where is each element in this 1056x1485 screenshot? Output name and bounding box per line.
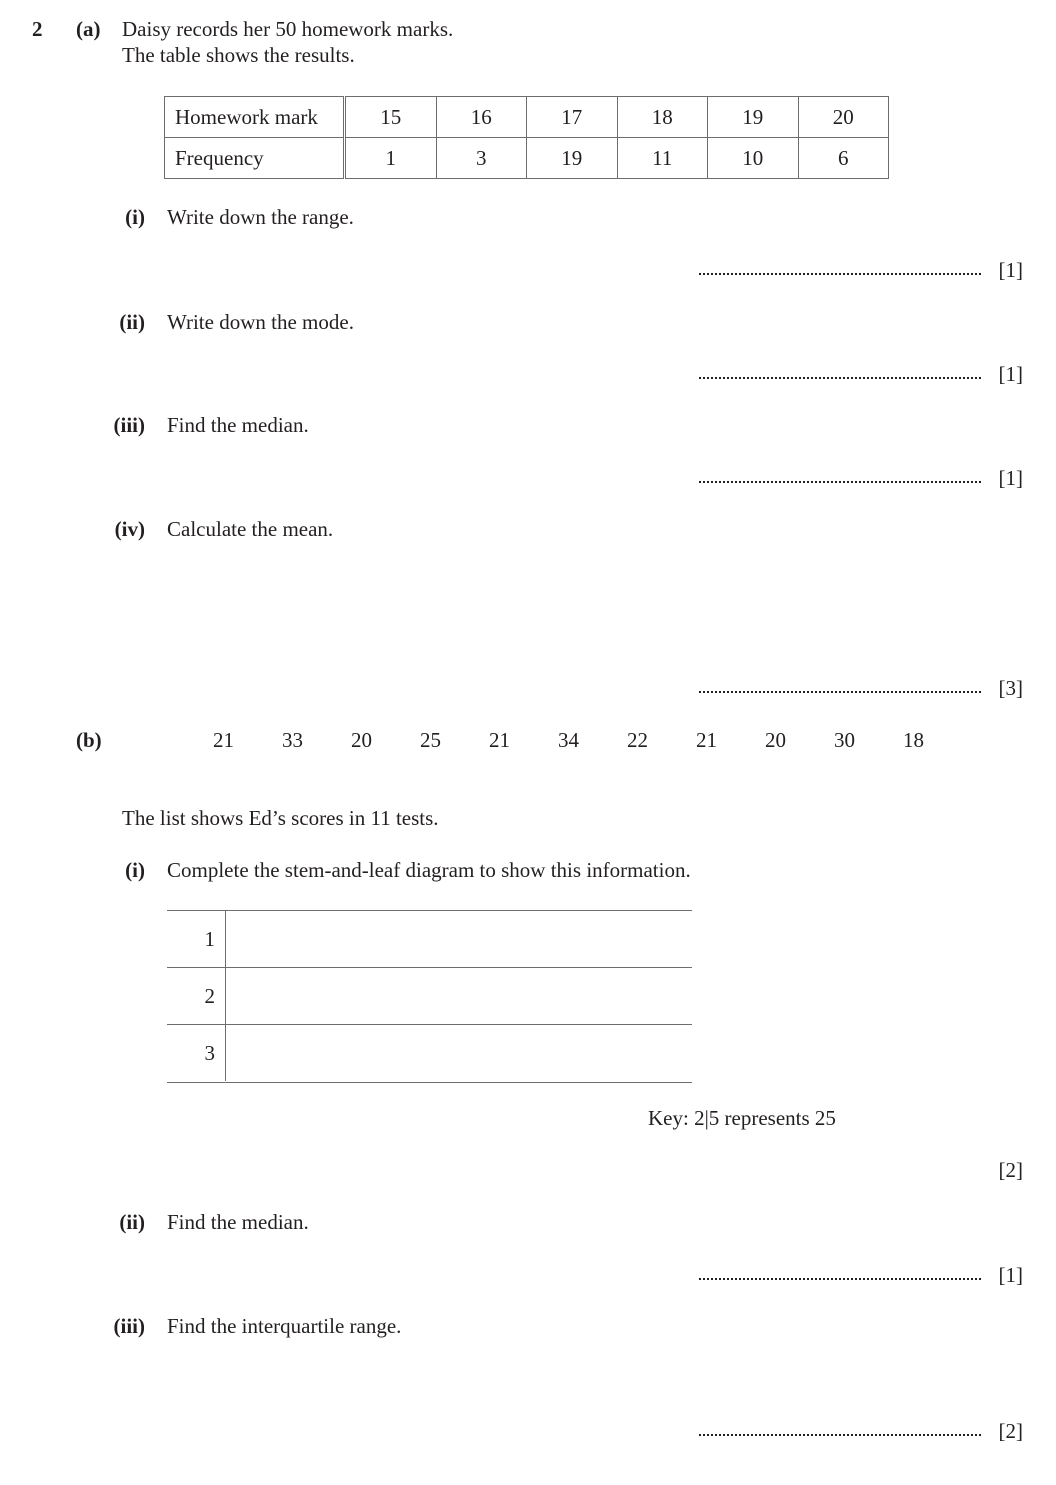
score-value: 21	[696, 728, 717, 752]
table-cell-frequency: 1	[345, 138, 437, 179]
part-a-label: (a)	[76, 17, 101, 41]
score-value: 20	[765, 728, 786, 752]
part-a-iv-marks: [3]	[998, 676, 1023, 700]
score-value: 21	[489, 728, 510, 752]
score-value: 21	[213, 728, 234, 752]
part-a-intro-line1: Daisy records her 50 homework marks.	[122, 17, 454, 41]
stem-leaf-key: Key: 2|5 represents 25	[648, 1106, 836, 1130]
part-a-intro-line2: The table shows the results.	[122, 43, 355, 67]
table-cell-mark: 15	[345, 97, 437, 138]
part-a-i-text: Write down the range.	[167, 205, 354, 229]
part-a-iii-label: (iii)	[113, 413, 145, 437]
part-b-i-label: (i)	[125, 858, 145, 882]
frequency-table	[164, 96, 889, 179]
table-row-frequency	[165, 138, 889, 179]
stem-divider	[225, 910, 226, 1081]
score-value: 25	[420, 728, 441, 752]
part-b-iii-label: (iii)	[113, 1314, 145, 1338]
stem-row	[167, 910, 692, 968]
answer-line-b-iii[interactable]	[699, 1434, 981, 1436]
answer-line-a-ii[interactable]	[699, 377, 981, 379]
score-value: 18	[903, 728, 924, 752]
part-b-i-marks: [2]	[998, 1158, 1023, 1182]
leaf-answer-area[interactable]	[226, 968, 692, 1024]
question-number: 2	[32, 17, 43, 41]
answer-line-b-ii[interactable]	[699, 1278, 981, 1280]
table-cell-mark: 18	[617, 97, 708, 138]
answer-line-a-iv[interactable]	[699, 691, 981, 693]
part-a-iii-marks: [1]	[998, 466, 1023, 490]
part-a-iii-text: Find the median.	[167, 413, 309, 437]
table-header-homework-mark: Homework mark	[165, 97, 345, 138]
table-cell-mark: 20	[798, 97, 889, 138]
part-a-i-label: (i)	[125, 205, 145, 229]
part-b-label: (b)	[76, 728, 102, 752]
part-b-ii-label: (ii)	[119, 1210, 145, 1234]
stem-value: 1	[204, 927, 215, 951]
part-b-i-text: Complete the stem-and-leaf diagram to show this information.	[167, 858, 691, 882]
table-cell-mark: 16	[436, 97, 527, 138]
score-value: 33	[282, 728, 303, 752]
part-a-ii-marks: [1]	[998, 362, 1023, 386]
part-a-i-marks: [1]	[998, 258, 1023, 282]
table-cell-frequency: 11	[617, 138, 708, 179]
part-a-iv-label: (iv)	[114, 517, 145, 541]
leaf-answer-area[interactable]	[226, 911, 692, 967]
stem-value: 3	[204, 1041, 215, 1065]
stem-row	[167, 967, 692, 1025]
answer-line-a-i[interactable]	[699, 273, 981, 275]
table-cell-mark: 17	[527, 97, 618, 138]
table-cell-frequency: 10	[708, 138, 799, 179]
part-b-intro: The list shows Ed’s scores in 11 tests.	[122, 806, 439, 830]
table-row-marks	[165, 97, 889, 138]
table-cell-frequency: 3	[436, 138, 527, 179]
stem-row	[167, 1024, 692, 1083]
table-cell-mark: 19	[708, 97, 799, 138]
answer-line-a-iii[interactable]	[699, 481, 981, 483]
part-a-ii-label: (ii)	[119, 310, 145, 334]
table-cell-frequency: 6	[798, 138, 889, 179]
table-header-frequency: Frequency	[165, 138, 345, 179]
score-value: 34	[558, 728, 579, 752]
part-a-ii-text: Write down the mode.	[167, 310, 354, 334]
part-b-ii-marks: [1]	[998, 1263, 1023, 1287]
score-value: 20	[351, 728, 372, 752]
stem-value: 2	[204, 984, 215, 1008]
table-cell-frequency: 19	[527, 138, 618, 179]
part-b-iii-text: Find the interquartile range.	[167, 1314, 402, 1338]
leaf-answer-area[interactable]	[226, 1025, 692, 1081]
part-a-iv-text: Calculate the mean.	[167, 517, 334, 541]
part-b-iii-marks: [2]	[998, 1419, 1023, 1443]
score-value: 30	[834, 728, 855, 752]
part-b-ii-text: Find the median.	[167, 1210, 309, 1234]
stem-and-leaf-diagram	[167, 910, 692, 1081]
score-value: 22	[627, 728, 648, 752]
